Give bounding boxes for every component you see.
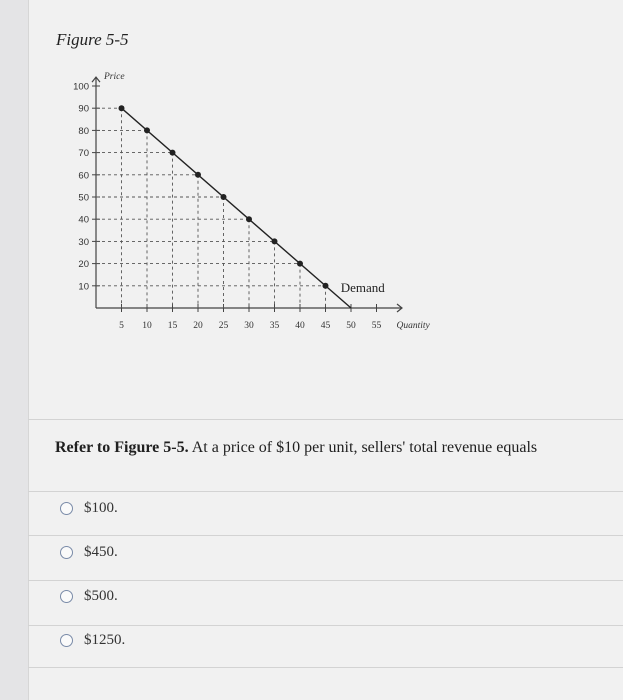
demand-point [272,238,278,244]
option-500[interactable] [60,585,118,607]
y-tick-label: 50 [78,192,89,204]
x-tick-label: 40 [295,321,305,331]
option-label: $100. [84,499,118,516]
demand-label: Demand [340,279,385,295]
option-100[interactable] [60,497,118,519]
y-tick-label: 70 [78,148,89,160]
question-text [55,439,537,457]
divider [28,580,623,581]
figure-title: Figure 5-5 [56,30,129,49]
option-label: $450. [84,543,118,560]
demand-point [297,261,303,267]
divider [28,535,623,536]
x-tick-label: 10 [142,321,152,331]
demand-point [246,216,252,222]
y-tick-label: 80 [78,125,89,137]
divider [28,419,623,420]
y-tick-label: 40 [78,214,89,226]
option-label: $1250. [84,631,126,648]
question-body: At a price of $10 per unit, sellers' total revenue equals [191,439,538,456]
demand-point [119,105,125,111]
x-tick-label: 30 [244,321,254,331]
divider [28,667,623,668]
x-tick-label: 50 [346,321,356,331]
y-tick-label: 30 [78,236,89,248]
divider [28,491,623,492]
x-tick-label: 20 [193,321,203,331]
y-tick-label: 100 [73,81,89,93]
x-tick-label: 45 [320,321,331,331]
y-tick-label: 10 [78,281,89,293]
x-tick-label: 25 [218,321,229,331]
y-tick-label: 20 [78,259,89,271]
radio-button[interactable] [60,546,73,559]
y-axis-label: Price [104,72,125,83]
x-tick-label: 55 [371,321,382,331]
question-reference: Refer to Figure 5-5. [55,439,189,456]
option-label: $500. [84,587,118,604]
demand-point [144,127,150,133]
demand-point [170,150,176,156]
demand-point [195,172,201,178]
demand-line [122,108,352,308]
option-450[interactable] [60,541,118,563]
y-tick-label: 60 [78,170,89,182]
divider [28,625,623,626]
radio-button[interactable] [60,590,73,603]
x-tick-label: 15 [167,321,178,331]
demand-point [323,283,329,289]
x-axis-label: Quantity [396,321,430,331]
option-1250[interactable] [60,629,125,651]
demand-point [221,194,227,200]
x-tick-label: 5 [119,321,124,331]
radio-button[interactable] [60,502,73,515]
radio-button[interactable] [60,634,73,647]
x-tick-label: 35 [269,321,280,331]
y-tick-label: 90 [78,103,89,115]
